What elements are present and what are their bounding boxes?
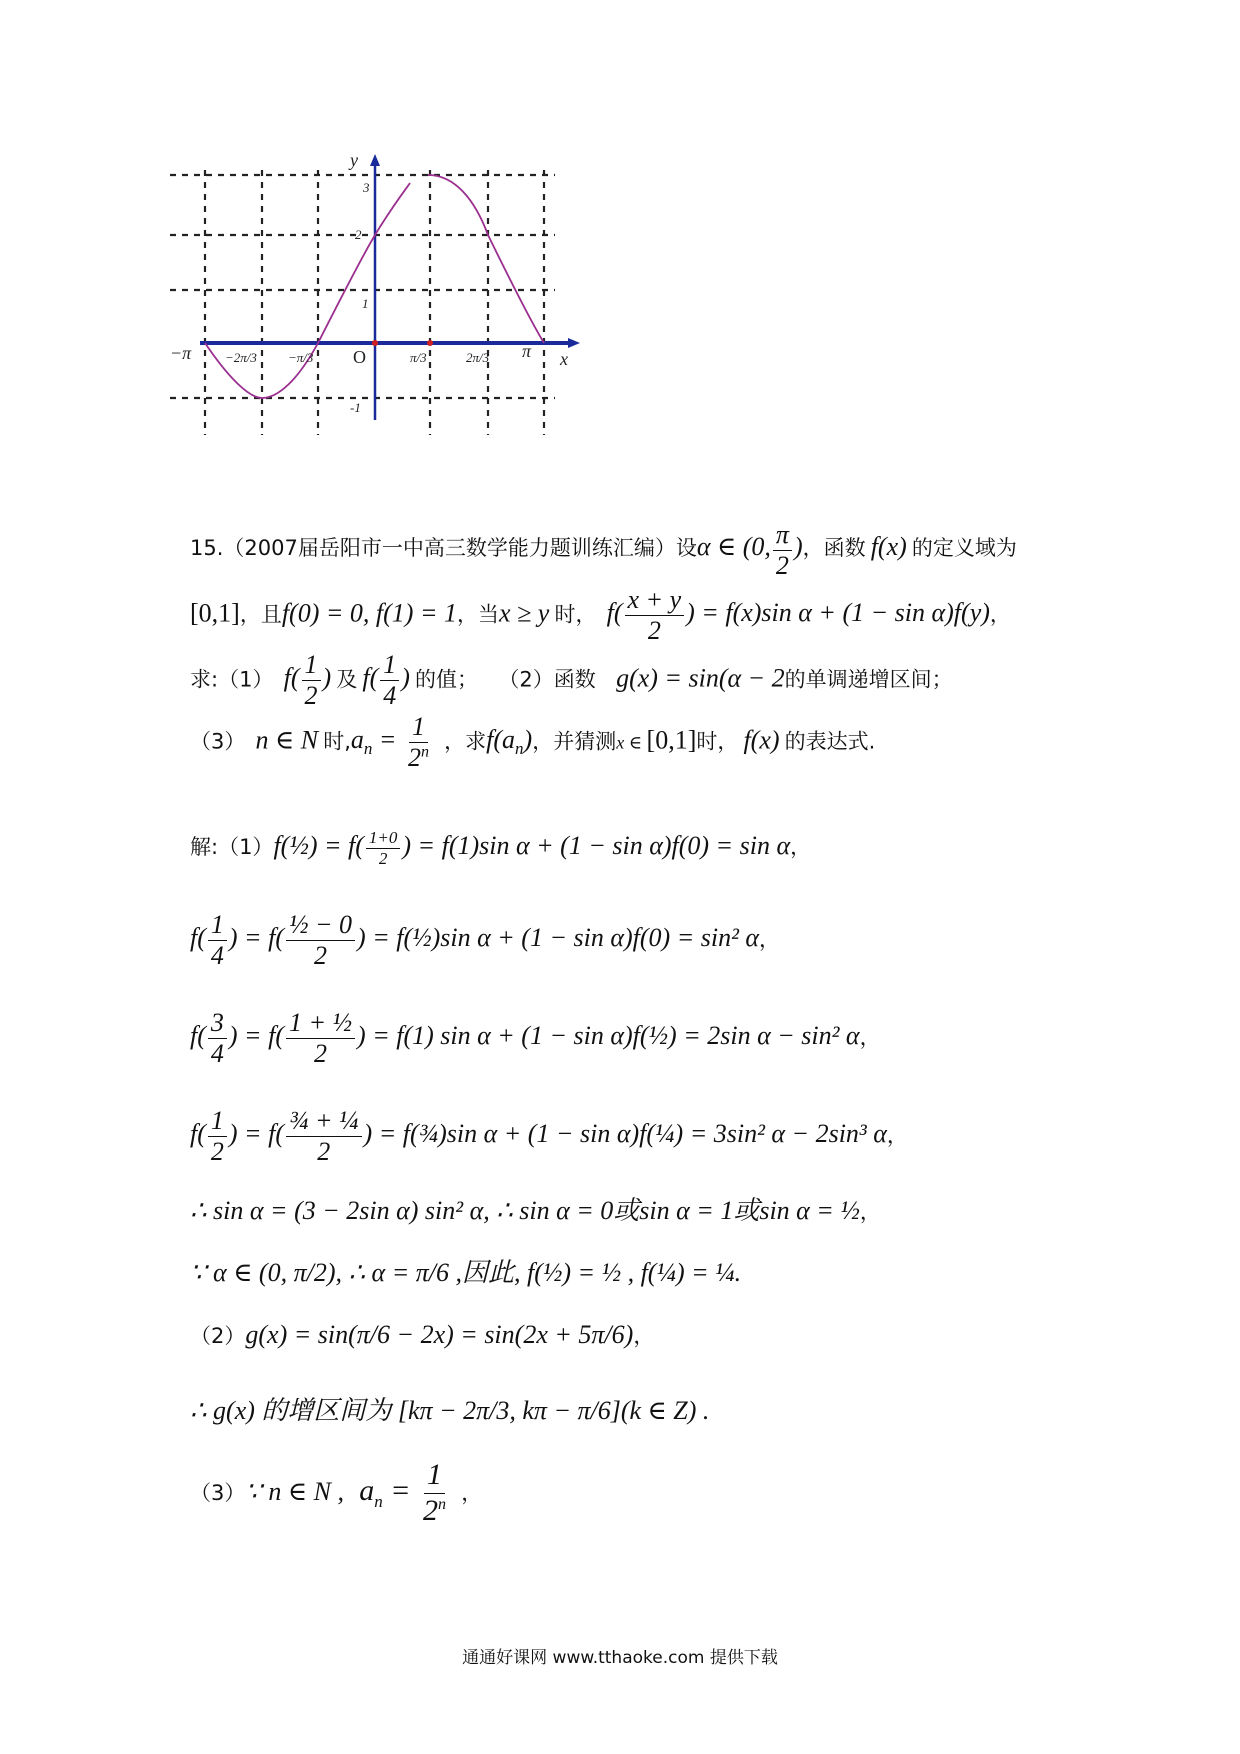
problem-line-2: [0,1]，且f(0) = 0, f(1) = 1，当x ≥ y 时， f( $\frac{x + y}{2}$ ) = f(x)sin α + (1 − sin α)f(y)， bbox=[190, 585, 1011, 645]
alpha-interval: α ∈ (0, bbox=[696, 531, 771, 561]
x-tick-neg-2pi3: −2π/3 bbox=[225, 350, 257, 365]
x-tick-neg-pi3: −π/3 bbox=[288, 350, 314, 365]
y-axis-label: y bbox=[350, 150, 358, 170]
solution-line-8: ∴ g(x) 的增区间为 [kπ − 2π/3, kπ − π/6](k ∈ Z) . bbox=[190, 1396, 710, 1425]
x-tick-pi3: π/3 bbox=[410, 350, 427, 365]
solution-label: 解:（1） bbox=[190, 835, 274, 860]
solution-line-7: （2）g(x) = sin(π/6 − 2x) = sin(2x + 5π/6)， bbox=[190, 1320, 655, 1349]
function-graph bbox=[170, 150, 650, 490]
problem-line-3: 求:（1） f( $\frac{1}{2}$ ) 及 f( $\frac{1}{4}$ ) 的值； （2）函数 g(x) = sin(α − 2的单调递增区间； bbox=[190, 650, 953, 710]
axes bbox=[200, 154, 580, 420]
solution-line-3: f( $\frac{3}{4}$ ) = f( $\frac{\text{1 + ½}}{2}$ ) = f(1) sin α + (1 − sin α)f(½) = 2sin α − sin² α， bbox=[190, 1008, 881, 1068]
pi-over-two: $\frac{\pi}{2}$ bbox=[773, 520, 792, 581]
x-axis-label: x bbox=[560, 349, 568, 369]
x-tick-neg-pi: −π bbox=[170, 343, 192, 363]
solution-line-4: f( $\frac{1}{2}$ ) = f( $\frac{\text{¾ + ¼}}{2}$ ) = f(¾)sin α + (1 − sin α)f(¼) = 3sin² α − 2sin³ α， bbox=[190, 1106, 908, 1166]
solution-line-6: ∵ α ∈ (0, π/2), ∴ α = π/6 ,因此, f(½) = ½ , f(¼) = ¼. bbox=[190, 1258, 742, 1287]
y-tick-neg1: -1 bbox=[350, 400, 361, 415]
problem-line-4: （3） n ∈ N 时$,a_n$ = $\frac{1}{2^n}$ ，求$f(a_n)$，并猜测x ∈ [0,1]时， f(x) 的表达式. bbox=[190, 712, 876, 772]
y-tick-1: 1 bbox=[362, 296, 369, 311]
x-tick-2pi3: 2π/3 bbox=[466, 350, 490, 365]
x-tick-pi: π bbox=[522, 341, 532, 361]
solution-line-1: 解:（1）f(½) = f( $\frac{1+0}{2}$ ) = f(1)sin α + (1 − sin α)f(0) = sin α， bbox=[190, 828, 812, 868]
problem-line-1: 15.（2007届岳阳市一中高三数学能力题训练汇编）设α ∈ (0, $\frac{\pi}{2}$ )，函数 f(x) 的定义域为 bbox=[190, 520, 1017, 580]
solution-line-2: f( $\frac{1}{4}$ ) = f( $\frac{\text{½ − 0}}{2}$ ) = f(½)sin α + (1 − sin α)f(0) = sin² α， bbox=[190, 910, 781, 970]
y-tick-2: 2 bbox=[355, 227, 362, 242]
problem-intro: 15.（2007届岳阳市一中高三数学能力题训练汇编）设 bbox=[190, 535, 697, 560]
functional-equation: f( $\frac{x + y}{2}$ ) = f(x)sin α + (1 − sin α)f(y) bbox=[606, 585, 990, 645]
solution-line-9: （3）∵ n ∈ N , $a_n$ = $\frac{1}{2^n}$ ， bbox=[190, 1458, 483, 1527]
solution-line-5: ∴ sin α = (3 − 2sin α) sin² α, ∴ sin α = 0或sin α = 1或sin α = ½， bbox=[190, 1196, 881, 1225]
point-pi-third bbox=[427, 340, 433, 346]
fx-symbol: f(x) bbox=[870, 531, 907, 561]
g-function: g(x) = sin(α − 2 bbox=[616, 663, 785, 693]
y-tick-3: 3 bbox=[363, 180, 370, 195]
point-origin bbox=[372, 340, 378, 346]
origin-label: O bbox=[353, 347, 366, 367]
boundary-values: f(0) = 0, f(1) = 1 bbox=[281, 598, 457, 628]
page-footer: 通通好课网 www.tthaoke.com 提供下载 bbox=[462, 1648, 778, 1668]
